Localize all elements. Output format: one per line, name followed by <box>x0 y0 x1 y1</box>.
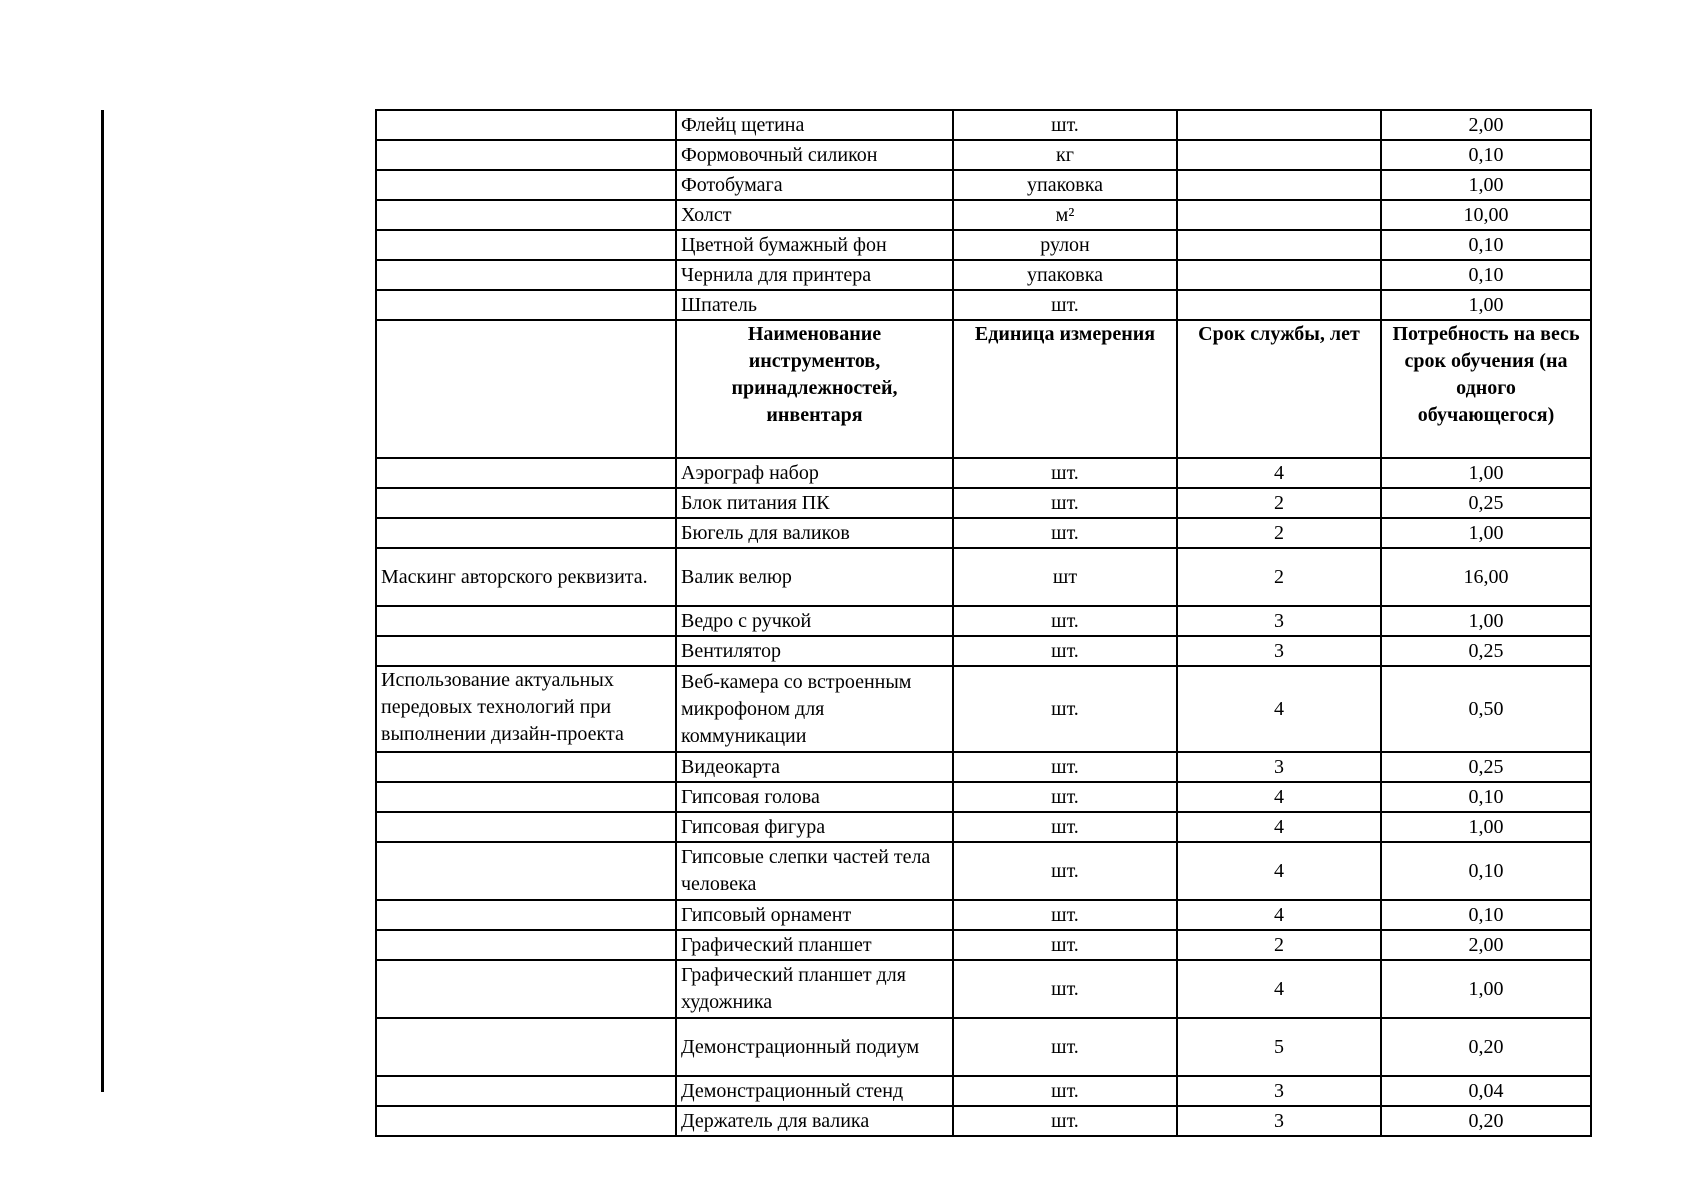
service-life-cell: 4 <box>1177 900 1381 930</box>
unit-cell: м² <box>953 200 1177 230</box>
unit-cell: шт. <box>953 1076 1177 1106</box>
topic-cell <box>376 1106 676 1136</box>
topic-cell <box>376 290 676 320</box>
table-row <box>376 230 1591 260</box>
requirement-cell: 0,25 <box>1381 636 1591 666</box>
service-life-cell: 4 <box>1177 960 1381 1018</box>
unit-cell: шт. <box>953 1018 1177 1076</box>
requirement-cell: 0,04 <box>1381 1076 1591 1106</box>
unit-cell: кг <box>953 140 1177 170</box>
table-row <box>376 170 1591 200</box>
topic-cell <box>376 930 676 960</box>
topic-cell <box>376 1018 676 1076</box>
requirement-cell: 2,00 <box>1381 930 1591 960</box>
service-life-cell: 3 <box>1177 752 1381 782</box>
requirement-cell: 1,00 <box>1381 518 1591 548</box>
table-row <box>376 548 1591 606</box>
table-row <box>376 518 1591 548</box>
table-row <box>376 900 1591 930</box>
item-name-cell: Графический планшет для художника <box>676 960 953 1018</box>
service-life-cell: 5 <box>1177 1018 1381 1076</box>
topic-cell: Маскинг авторского реквизита. <box>376 548 676 606</box>
service-life-cell <box>1177 290 1381 320</box>
requirement-cell: 0,10 <box>1381 230 1591 260</box>
item-name-cell: Флейц щетина <box>676 110 953 140</box>
table-row <box>376 1106 1591 1136</box>
item-name-cell: Формовочный силикон <box>676 140 953 170</box>
unit-cell: шт. <box>953 518 1177 548</box>
table-row <box>376 752 1591 782</box>
header-topic-cell <box>376 320 676 458</box>
unit-cell: шт. <box>953 1106 1177 1136</box>
service-life-cell <box>1177 140 1381 170</box>
table-row <box>376 666 1591 752</box>
service-life-cell: 4 <box>1177 458 1381 488</box>
unit-cell: шт. <box>953 290 1177 320</box>
table-row <box>376 260 1591 290</box>
service-life-cell <box>1177 110 1381 140</box>
table-row <box>376 140 1591 170</box>
table-row <box>376 290 1591 320</box>
item-name-cell: Веб-камера со встроенным микрофоном для коммуникации <box>676 666 953 752</box>
table-row <box>376 110 1591 140</box>
topic-cell: Использование актуальных передовых технологий при выполнении дизайн-проекта <box>376 666 676 752</box>
requirement-cell: 1,00 <box>1381 290 1591 320</box>
topic-cell <box>376 960 676 1018</box>
requirement-cell: 1,00 <box>1381 458 1591 488</box>
requirement-cell: 0,10 <box>1381 782 1591 812</box>
requirement-cell: 1,00 <box>1381 812 1591 842</box>
service-life-cell: 3 <box>1177 636 1381 666</box>
header-requirement-cell: Потребность на весь срок обучения (на одного обучающегося) <box>1381 320 1591 458</box>
unit-cell: шт. <box>953 666 1177 752</box>
item-name-cell: Демонстрационный стенд <box>676 1076 953 1106</box>
service-life-cell: 4 <box>1177 666 1381 752</box>
requirement-cell: 16,00 <box>1381 548 1591 606</box>
topic-cell <box>376 1076 676 1106</box>
item-name-cell: Цветной бумажный фон <box>676 230 953 260</box>
table-row <box>376 606 1591 636</box>
topic-cell <box>376 140 676 170</box>
service-life-cell: 2 <box>1177 930 1381 960</box>
item-name-cell: Гипсовая голова <box>676 782 953 812</box>
topic-cell <box>376 518 676 548</box>
unit-cell: шт. <box>953 842 1177 900</box>
topic-cell <box>376 110 676 140</box>
unit-cell: шт. <box>953 636 1177 666</box>
requirement-cell: 1,00 <box>1381 960 1591 1018</box>
equipment-table-body <box>376 110 1591 1136</box>
item-name-cell: Графический планшет <box>676 930 953 960</box>
header-item-name-cell: Наименование инструментов, принадлежностей, инвентаря <box>676 320 953 458</box>
item-name-cell: Аэрограф набор <box>676 458 953 488</box>
topic-cell <box>376 260 676 290</box>
service-life-cell: 3 <box>1177 1076 1381 1106</box>
table-header-row <box>376 320 1591 458</box>
topic-cell <box>376 488 676 518</box>
requirement-cell: 2,00 <box>1381 110 1591 140</box>
header-service-life-cell: Срок службы, лет <box>1177 320 1381 458</box>
table-row <box>376 842 1591 900</box>
equipment-table <box>375 109 1592 1137</box>
item-name-cell: Вентилятор <box>676 636 953 666</box>
unit-cell: шт. <box>953 812 1177 842</box>
requirement-cell: 1,00 <box>1381 606 1591 636</box>
topic-cell <box>376 606 676 636</box>
requirement-cell: 10,00 <box>1381 200 1591 230</box>
item-name-cell: Шпатель <box>676 290 953 320</box>
item-name-cell: Держатель для валика <box>676 1106 953 1136</box>
table-row <box>376 782 1591 812</box>
item-name-cell: Фотобумага <box>676 170 953 200</box>
service-life-cell: 3 <box>1177 1106 1381 1136</box>
left-margin-rule <box>101 110 104 1092</box>
unit-cell: шт. <box>953 488 1177 518</box>
service-life-cell: 4 <box>1177 812 1381 842</box>
unit-cell: рулон <box>953 230 1177 260</box>
requirement-cell: 0,10 <box>1381 260 1591 290</box>
item-name-cell: Гипсовые слепки частей тела человека <box>676 842 953 900</box>
item-name-cell: Холст <box>676 200 953 230</box>
requirement-cell: 0,10 <box>1381 900 1591 930</box>
item-name-cell: Видеокарта <box>676 752 953 782</box>
unit-cell: шт. <box>953 752 1177 782</box>
topic-cell <box>376 842 676 900</box>
table-row <box>376 930 1591 960</box>
topic-cell <box>376 230 676 260</box>
table-row <box>376 1018 1591 1076</box>
requirement-cell: 0,20 <box>1381 1106 1591 1136</box>
unit-cell: шт. <box>953 930 1177 960</box>
topic-cell <box>376 812 676 842</box>
table-row <box>376 200 1591 230</box>
item-name-cell: Бюгель для валиков <box>676 518 953 548</box>
header-unit-cell: Единица измерения <box>953 320 1177 458</box>
requirement-cell: 0,20 <box>1381 1018 1591 1076</box>
table-row <box>376 488 1591 518</box>
table-row <box>376 458 1591 488</box>
item-name-cell: Блок питания ПК <box>676 488 953 518</box>
service-life-cell: 4 <box>1177 842 1381 900</box>
unit-cell: шт. <box>953 782 1177 812</box>
unit-cell: упаковка <box>953 170 1177 200</box>
table-row <box>376 636 1591 666</box>
table-row <box>376 1076 1591 1106</box>
unit-cell: упаковка <box>953 260 1177 290</box>
table-row <box>376 812 1591 842</box>
unit-cell: шт. <box>953 960 1177 1018</box>
service-life-cell: 2 <box>1177 518 1381 548</box>
item-name-cell: Ведро с ручкой <box>676 606 953 636</box>
topic-cell <box>376 170 676 200</box>
requirement-cell: 0,25 <box>1381 488 1591 518</box>
topic-cell <box>376 458 676 488</box>
topic-cell <box>376 636 676 666</box>
requirement-cell: 0,10 <box>1381 140 1591 170</box>
topic-cell <box>376 900 676 930</box>
service-life-cell <box>1177 170 1381 200</box>
requirement-cell: 0,50 <box>1381 666 1591 752</box>
service-life-cell: 3 <box>1177 606 1381 636</box>
requirement-cell: 1,00 <box>1381 170 1591 200</box>
unit-cell: шт. <box>953 458 1177 488</box>
requirement-cell: 0,10 <box>1381 842 1591 900</box>
unit-cell: шт. <box>953 110 1177 140</box>
item-name-cell: Чернила для принтера <box>676 260 953 290</box>
item-name-cell: Демонстрационный подиум <box>676 1018 953 1076</box>
service-life-cell: 4 <box>1177 782 1381 812</box>
service-life-cell <box>1177 200 1381 230</box>
service-life-cell <box>1177 230 1381 260</box>
table-row <box>376 960 1591 1018</box>
unit-cell: шт. <box>953 606 1177 636</box>
item-name-cell: Валик велюр <box>676 548 953 606</box>
item-name-cell: Гипсовый орнамент <box>676 900 953 930</box>
topic-cell <box>376 782 676 812</box>
topic-cell <box>376 752 676 782</box>
service-life-cell: 2 <box>1177 548 1381 606</box>
item-name-cell: Гипсовая фигура <box>676 812 953 842</box>
unit-cell: шт. <box>953 900 1177 930</box>
service-life-cell <box>1177 260 1381 290</box>
requirement-cell: 0,25 <box>1381 752 1591 782</box>
service-life-cell: 2 <box>1177 488 1381 518</box>
unit-cell: шт <box>953 548 1177 606</box>
topic-cell <box>376 200 676 230</box>
